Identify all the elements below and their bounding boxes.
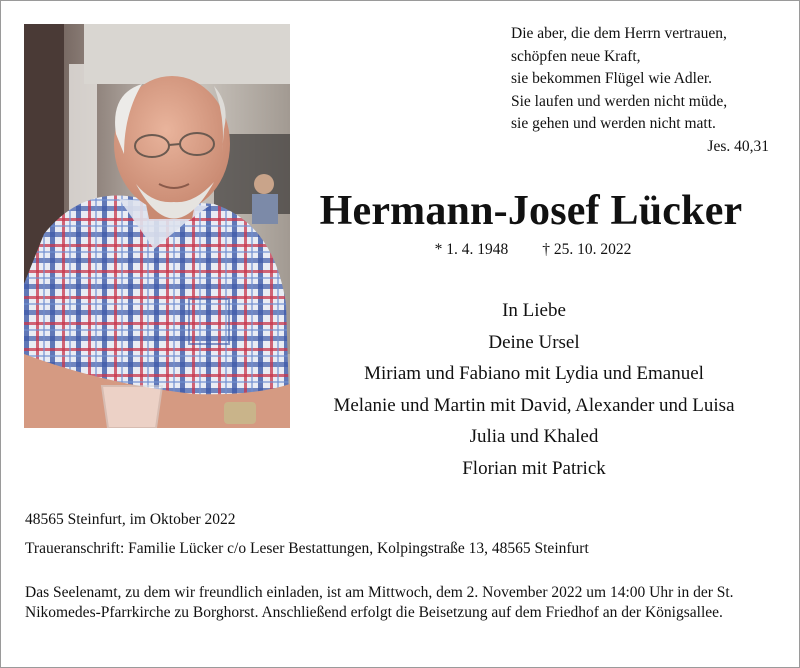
mourner-line: Melanie und Martin mit David, Alexander und Luisa bbox=[333, 394, 735, 416]
mourners-list bbox=[299, 295, 769, 484]
mourner-line: In Liebe bbox=[502, 300, 566, 321]
mourning-address: Traueranschrift: Familie Lücker c/o Leser Bestattungen, Kolpingstraße 13, 48565 Steinfurt bbox=[25, 540, 589, 557]
death-date: † 25. 10. 2022 bbox=[542, 241, 632, 258]
mourner-line: Julia und Khaled bbox=[469, 426, 599, 447]
mourner-line: Miriam und Fabiano mit Lydia und Emanuel bbox=[364, 363, 704, 384]
portrait-photo bbox=[24, 24, 290, 428]
place-and-date: 48565 Steinfurt, im Oktober 2022 bbox=[25, 511, 236, 528]
verse-line: schöpfen neue Kraft, bbox=[511, 47, 641, 65]
verse-line: Die aber, die dem Herrn vertrauen, bbox=[511, 25, 727, 42]
mourner-line: Florian mit Patrick bbox=[462, 457, 606, 479]
life-dates bbox=[301, 241, 765, 259]
verse-line: sie bekommen Flügel wie Adler. bbox=[511, 70, 713, 87]
birth-date: * 1. 4. 1948 bbox=[434, 241, 509, 258]
service-notice: Das Seelenamt, zu dem wir freundlich einladen, ist am Mittwoch, dem 2. November 2022 um 14:00 Uhr in der St. Nikomedes-Pfarrkirche zu Borghorst. Anschließend erfolgt die Beisetzung auf dem Friedhof an der Königsallee. bbox=[25, 584, 734, 621]
mourner-line: Deine Ursel bbox=[488, 331, 580, 353]
deceased-name: Hermann-Josef Lücker bbox=[319, 188, 743, 234]
verse-reference: Jes. 40,31 bbox=[707, 137, 769, 155]
verse-line: Sie laufen und werden nicht müde, bbox=[511, 92, 728, 110]
verse-line: sie gehen und werden nicht matt. bbox=[511, 115, 716, 132]
bible-verse bbox=[471, 23, 769, 158]
